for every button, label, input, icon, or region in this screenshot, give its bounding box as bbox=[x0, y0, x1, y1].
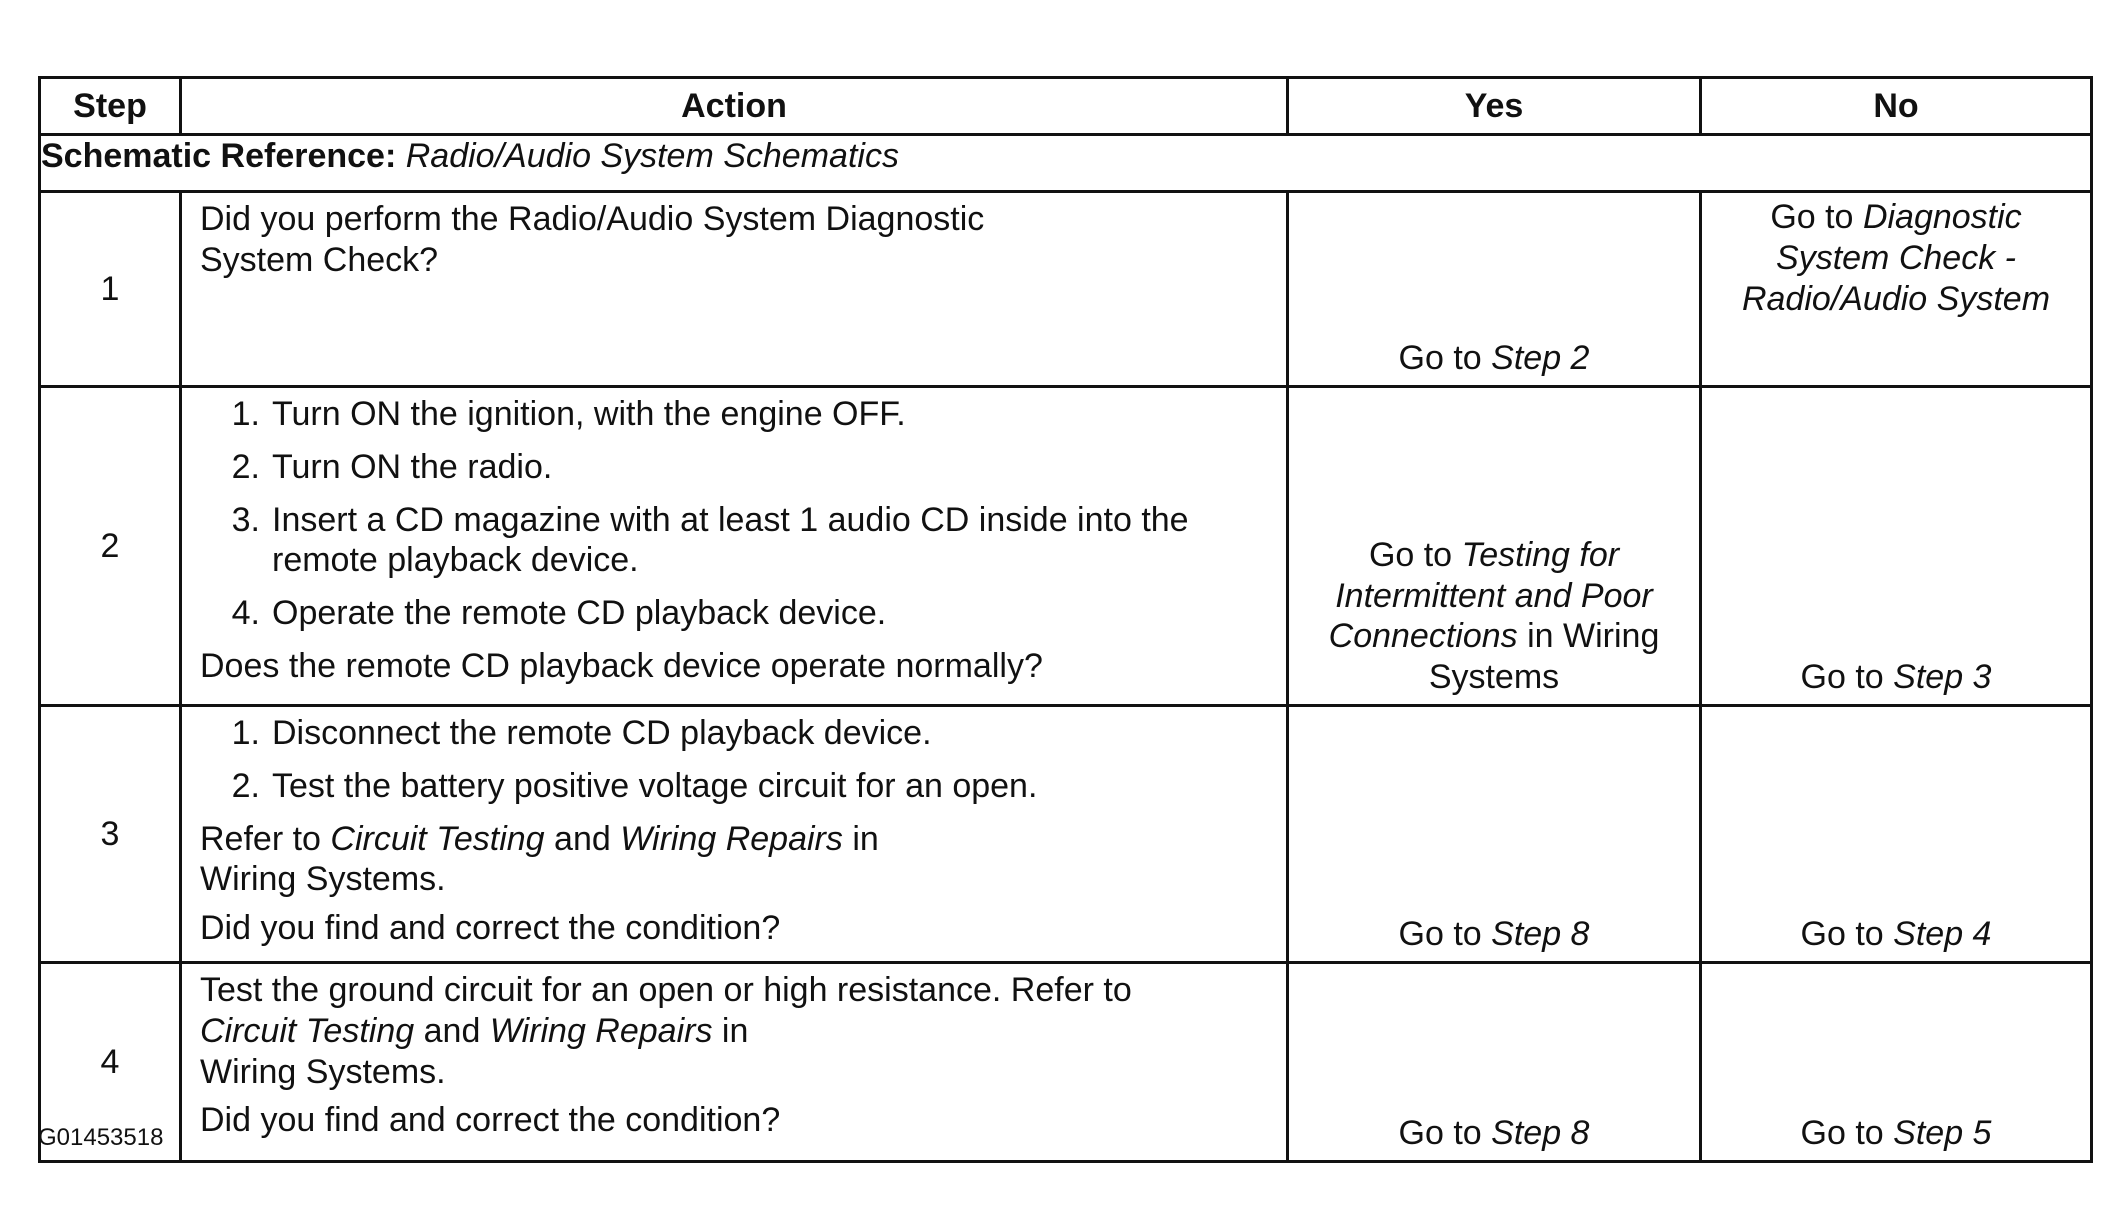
yes-cell bbox=[1288, 706, 1701, 963]
action-refer bbox=[200, 819, 960, 901]
refer-and: and bbox=[423, 1011, 481, 1050]
diagnostic-table bbox=[38, 76, 2093, 1163]
no-link[interactable]: Step 4 bbox=[1893, 915, 1992, 954]
list-item: 3. Insert a CD magazine with at least 1 audio CD inside into the remote playback device. bbox=[200, 500, 1268, 582]
refer-link-circuit-testing[interactable]: Circuit Testing bbox=[330, 819, 545, 858]
action-step-text: Disconnect the remote CD playback device. bbox=[272, 714, 932, 752]
no-cell bbox=[1701, 387, 2092, 706]
figure-id: G01453518 bbox=[38, 1124, 164, 1151]
yes-link[interactable]: Testing for Intermittent and Poor Connections bbox=[1328, 535, 1653, 656]
no-cell bbox=[1701, 963, 2092, 1162]
action-text: Test the ground circuit for an open or high resistance. Refer to bbox=[200, 971, 1132, 1009]
table-row bbox=[40, 192, 2092, 387]
yes-prefix: Go to bbox=[1398, 339, 1482, 378]
no-link[interactable]: Step 5 bbox=[1893, 1114, 1992, 1153]
action-cell bbox=[181, 192, 1288, 387]
no-prefix: Go to bbox=[1770, 198, 1854, 236]
schematic-reference-label: Schematic Reference: bbox=[41, 137, 397, 175]
step-number: 4 bbox=[40, 963, 181, 1162]
step-number: 2 bbox=[40, 387, 181, 706]
yes-cell bbox=[1288, 387, 1701, 706]
action-cell bbox=[181, 706, 1288, 963]
header-yes: Yes bbox=[1288, 78, 1701, 135]
action-steps bbox=[200, 713, 1268, 807]
action-question: Did you find and correct the condition? bbox=[200, 909, 781, 948]
action-step-text: Insert a CD magazine with at least 1 audio CD inside into the remote playback device. bbox=[272, 500, 1189, 580]
action-text: Did you perform the Radio/Audio System Diagnostic System Check? bbox=[200, 200, 985, 279]
list-item: 4. Operate the remote CD playback device. bbox=[200, 593, 1268, 634]
refer-and: and bbox=[554, 819, 611, 858]
no-prefix: Go to bbox=[1800, 915, 1884, 954]
no-prefix: Go to bbox=[1800, 1114, 1884, 1153]
yes-cell bbox=[1288, 963, 1701, 1162]
action-question: Does the remote CD playback device operate normally? bbox=[200, 646, 1043, 685]
refer-suffix: in bbox=[721, 1011, 749, 1050]
no-cell bbox=[1701, 706, 2092, 963]
action-steps bbox=[200, 394, 1268, 634]
step-number: 1 bbox=[40, 192, 181, 387]
yes-prefix: Go to bbox=[1368, 535, 1453, 574]
no-prefix: Go to bbox=[1800, 658, 1884, 697]
action-step-text: Turn ON the radio. bbox=[272, 447, 553, 486]
header-row bbox=[40, 78, 2092, 135]
no-cell bbox=[1701, 192, 2092, 387]
refer-tail: Wiring Systems. bbox=[200, 1052, 446, 1091]
header-no: No bbox=[1701, 78, 2092, 135]
header-step: Step bbox=[40, 78, 181, 135]
action-refer bbox=[200, 1011, 1268, 1052]
step-number: 3 bbox=[40, 706, 181, 963]
yes-cell bbox=[1288, 192, 1701, 387]
table-row bbox=[40, 387, 2092, 706]
yes-link[interactable]: Step 8 bbox=[1491, 915, 1590, 954]
list-item: 1. Turn ON the ignition, with the engine OFF. bbox=[200, 394, 1268, 435]
header-action: Action bbox=[181, 78, 1288, 135]
list-item: 2. Turn ON the radio. bbox=[200, 447, 1268, 488]
list-item: 2. Test the battery positive voltage circuit for an open. bbox=[200, 766, 1268, 807]
yes-link[interactable]: Step 8 bbox=[1491, 1114, 1590, 1153]
action-step-text: Turn ON the ignition, with the engine OFF. bbox=[272, 395, 906, 433]
action-cell bbox=[181, 963, 1288, 1162]
action-question: Did you find and correct the condition? bbox=[200, 1101, 781, 1140]
action-step-text: Test the battery positive voltage circuit for an open. bbox=[272, 766, 1038, 805]
refer-link-wiring-repairs[interactable]: Wiring Repairs bbox=[620, 819, 843, 858]
refer-link-circuit-testing[interactable]: Circuit Testing bbox=[200, 1011, 415, 1050]
action-step-text: Operate the remote CD playback device. bbox=[272, 594, 887, 633]
table-row bbox=[40, 963, 2092, 1162]
refer-link-wiring-repairs[interactable]: Wiring Repairs bbox=[489, 1011, 713, 1050]
table-row bbox=[40, 706, 2092, 963]
yes-prefix: Go to bbox=[1398, 1114, 1482, 1153]
yes-suffix: in Wiring Systems bbox=[1428, 617, 1660, 697]
yes-prefix: Go to bbox=[1398, 915, 1482, 954]
refer-prefix: Refer to bbox=[200, 819, 321, 858]
no-link[interactable]: Step 3 bbox=[1893, 658, 1992, 697]
schematic-reference-link[interactable]: Radio/Audio System Schematics bbox=[405, 137, 899, 175]
schematic-reference bbox=[40, 135, 2092, 192]
refer-suffix: in Wiring Systems. bbox=[200, 819, 879, 899]
schematic-reference-row bbox=[40, 135, 2092, 192]
list-item: 1. Disconnect the remote CD playback device. bbox=[200, 713, 1268, 754]
action-cell bbox=[181, 387, 1288, 706]
yes-link[interactable]: Step 2 bbox=[1491, 339, 1590, 378]
no-link[interactable]: Diagnostic System Check - Radio/Audio System bbox=[1741, 198, 2051, 318]
